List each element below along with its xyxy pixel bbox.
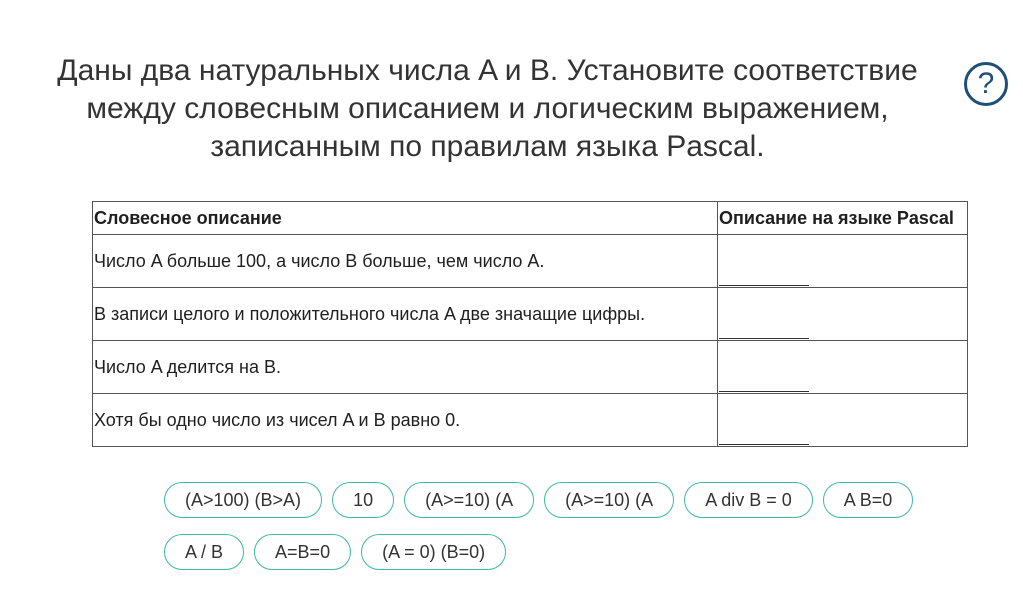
table-row [93, 288, 968, 341]
row-description: Число A делится на B. [93, 341, 718, 394]
help-button[interactable] [964, 62, 1008, 106]
option-chip[interactable]: (A>100) (B>A) [164, 482, 322, 518]
header-pascal-description: Описание на языке Pascal [718, 202, 968, 235]
answer-cell [718, 394, 968, 447]
row-description: Число A больше 100, а число B больше, чем число A. [93, 235, 718, 288]
row-description: Хотя бы одно число из чисел A и B равно 0. [93, 394, 718, 447]
option-chip[interactable]: (A>=10) (A [544, 482, 674, 518]
answer-drop-slot[interactable] [719, 261, 809, 286]
answer-drop-slot[interactable] [719, 420, 809, 445]
question-line-3: записанным по правилам языка Pascal. [210, 130, 765, 163]
answer-cell [718, 235, 968, 288]
option-chip[interactable]: (A = 0) (B=0) [361, 534, 506, 570]
option-chip[interactable]: A B=0 [823, 482, 914, 518]
table-row [93, 235, 968, 288]
question-text [20, 52, 955, 166]
answer-drop-slot[interactable] [719, 367, 809, 392]
answer-options [164, 482, 964, 586]
options-row-2 [164, 534, 964, 570]
option-chip[interactable]: A div B = 0 [684, 482, 813, 518]
table-row [93, 341, 968, 394]
option-chip[interactable]: A / B [164, 534, 244, 570]
option-chip[interactable]: A=B=0 [254, 534, 351, 570]
table-row [93, 394, 968, 447]
answer-drop-slot[interactable] [719, 314, 809, 339]
table-header-row [93, 202, 968, 235]
option-chip[interactable]: 10 [332, 482, 394, 518]
answer-cell [718, 341, 968, 394]
option-chip[interactable]: (A>=10) (A [404, 482, 534, 518]
header-verbal-description: Словесное описание [93, 202, 718, 235]
options-row-1 [164, 482, 964, 518]
question-line-2: между словесным описанием и логическим выражением, [86, 92, 889, 125]
row-description: В записи целого и положительного числа A две значащие цифры. [93, 288, 718, 341]
question-line-1: Даны два натуральных числа A и B. Установите соответствие [57, 54, 918, 87]
matching-table [92, 201, 968, 447]
answer-cell [718, 288, 968, 341]
question-mark-icon: ? [977, 67, 995, 100]
